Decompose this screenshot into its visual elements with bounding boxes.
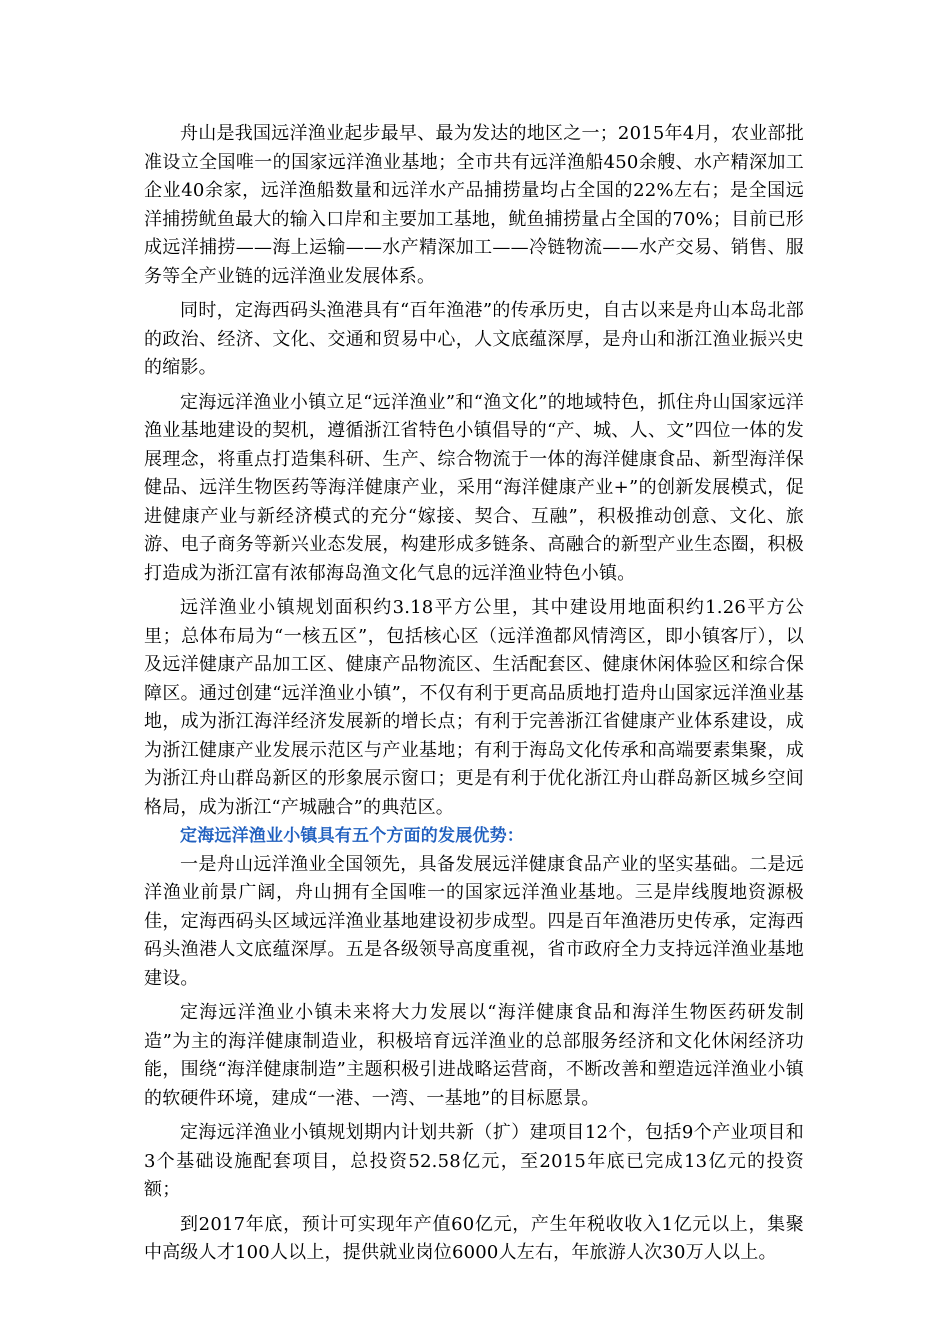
- paragraph-planning: 远洋渔业小镇规划面积约3.18平方公里，其中建设用地面积约1.26平方公里；总体布局为“一核五区”，包括核心区（远洋渔都风情湾区，即小镇客厅），以及远洋健康产品加工区、健康产品物流区、生活配套区、健康休闲体验区和综合保障区。通过创建“远洋渔业小镇”，不仅有利于更高品质地打造舟山国家远洋渔业基地，成为浙江海洋经济发展新的增长点；有利于完善浙江省健康产业体系建设，成为浙江健康产业发展示范区与产业基地；有利于海岛文化传承和高端要素集聚，成为浙江舟山群岛新区的形象展示窗口；更是有利于优化浙江舟山群岛新区城乡空间格局，成为浙江“产城融合”的典范区。: [144, 597, 804, 818]
- paragraph-overview: 舟山是我国远洋渔业起步最早、最为发达的地区之一；2015年4月，农业部批准设立全国唯一的国家远洋渔业基地；全市共有远洋渔船450余艘、水产精深加工企业40余家，远洋渔船数量和远洋水产品捕捞量均占全国的22%左右；是全国远洋捕捞鱿鱼最大的输入口岸和主要加工基地，鱿鱼捕捞量占全国的70%；目前已形成远洋捕捞——海上运输——水产精深加工——冷链物流——水产交易、销售、服务等全产业链的远洋渔业发展体系。: [144, 123, 804, 287]
- paragraph-positioning: 定海远洋渔业小镇立足“远洋渔业”和“渔文化”的地域特色，抓住舟山国家远洋渔业基地建设的契机，遵循浙江省特色小镇倡导的“产、城、人、文”四位一体的发展理念，将重点打造集科研、生产、综合物流于一体的海洋健康食品、新型海洋保健品、远洋生物医药等海洋健康产业，采用“海洋健康产业+”的创新发展模式，促进健康产业与新经济模式的充分“嫁接、契合、互融”，积极推动创意、文化、旅游、电子商务等新兴业态发展，构建形成多链条、高融合的新型产业生态圈，积极打造成为浙江富有浓郁海岛渔文化气息的远洋渔业特色小镇。: [144, 391, 804, 584]
- paragraph-advantages: 一是舟山远洋渔业全国领先，具备发展远洋健康食品产业的坚实基础。二是远洋渔业前景广阔，舟山拥有全国唯一的国家远洋渔业基地。三是岸线腹地资源极佳，定海西码头区域远洋渔业基地建设初步成型。四是百年渔港历史传承，定海西码头渔港人文底蕴深厚。五是各级领导高度重视，省市政府全力支持远洋渔业基地建设。: [144, 853, 804, 989]
- paragraph-targets: 到2017年底，预计可实现年产值60亿元，产生年税收收入1亿元以上，集聚中高级人才100人以上，提供就业岗位6000人左右，年旅游人次30万人以上。: [144, 1213, 804, 1263]
- paragraph-projects: 定海远洋渔业小镇规划期内计划共新（扩）建项目12个，包括9个产业项目和3个基础设施配套项目，总投资52.58亿元，至2015年底已完成13亿元的投资额；: [144, 1122, 804, 1200]
- paragraph-history: 同时，定海西码头渔港具有“百年渔港”的传承历史，自古以来是舟山本岛北部的政治、经济、文化、交通和贸易中心，人文底蕴深厚，是舟山和浙江渔业振兴史的缩影。: [144, 300, 804, 378]
- section-heading-advantages: 定海远洋渔业小镇具有五个方面的发展优势：: [180, 826, 524, 846]
- document-page: [144, 120, 804, 1274]
- paragraph-future: 定海远洋渔业小镇未来将大力发展以“海洋健康食品和海洋生物医药研发制造”为主的海洋健康制造业，积极培育远洋渔业的总部服务经济和文化休闲经济功能，围绕“海洋健康制造”主题积极引进战略运营商，不断改善和塑造远洋渔业小镇的软硬件环境，建成“一港、一湾、一基地”的目标愿景。: [144, 1002, 804, 1109]
